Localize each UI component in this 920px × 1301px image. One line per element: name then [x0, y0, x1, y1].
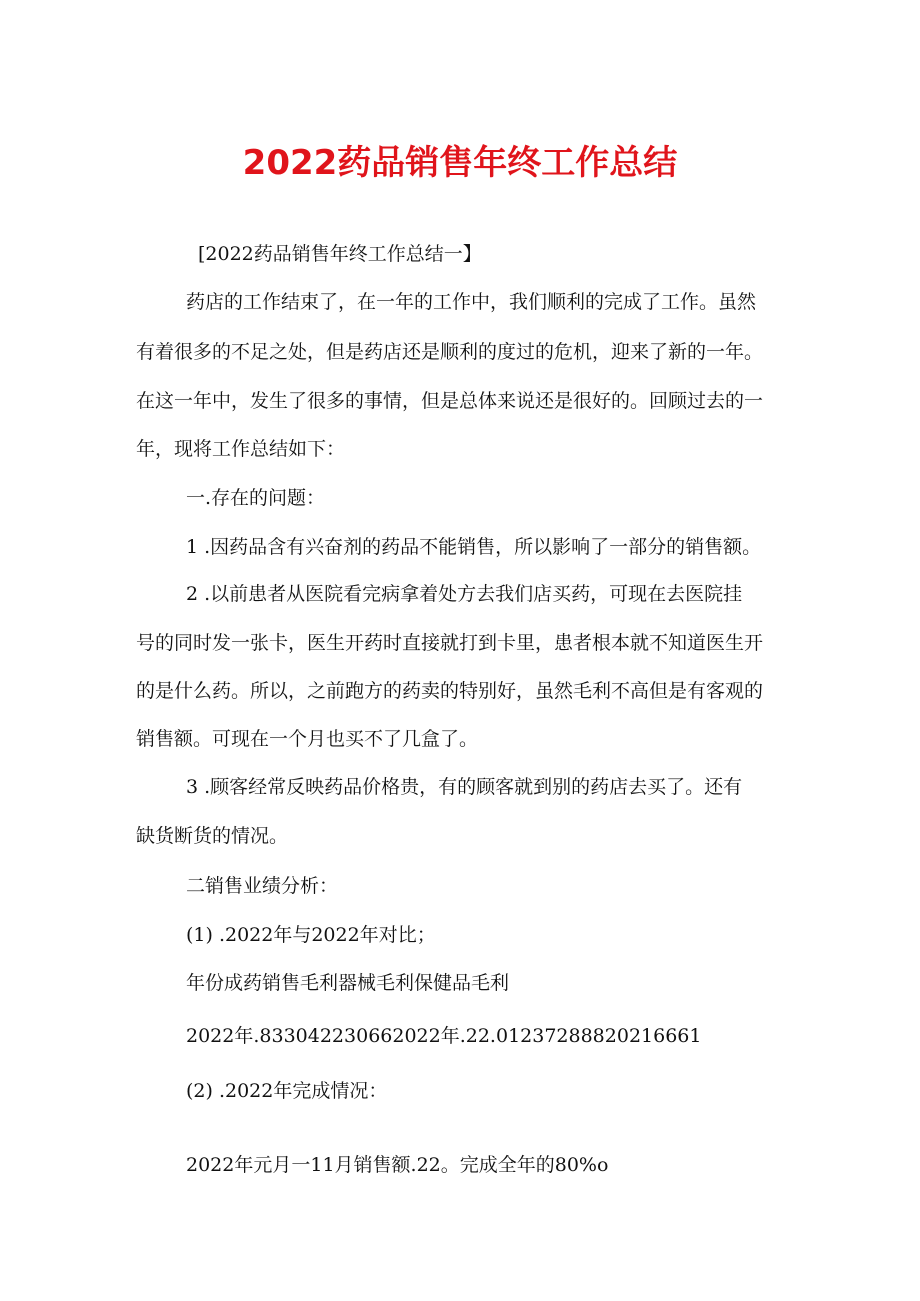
paragraph-line: 的是什么药。所以，之前跑方的药卖的特别好，虽然毛利不高但是有客观的 [136, 680, 764, 702]
paragraph-line: 年，现将工作总结如下： [136, 438, 346, 460]
paragraph-line: 号的同时发一张卡，医生开药时直接就打到卡里，患者根本就不知道医生开 [136, 632, 764, 654]
paragraph-line: 缺货断货的情况。 [136, 825, 289, 847]
table-header-text: 年份成药销售毛利器械毛利保健品毛利 [186, 972, 510, 994]
sub-item: (1) .2022年与2022年对比； [186, 924, 436, 946]
list-item: 2 .以前患者从医院看完病拿着处方去我们店买药，可现在去医院挂 [186, 583, 743, 605]
sub-item: (2) .2022年完成情况： [186, 1080, 388, 1102]
paragraph-line: 销售额。可现在一个月也买不了几盒了。 [136, 728, 479, 750]
paragraph-line: 在这一年中，发生了很多的事情，但是总体来说还是很好的。回顾过去的一 [136, 390, 764, 412]
list-item: 3 .顾客经常反映药品价格贵，有的顾客就到别的药店去买了。还有 [186, 776, 743, 798]
list-heading: 一.存在的问题： [186, 487, 326, 509]
paragraph-line: 有着很多的不足之处，但是药店还是顺利的度过的危机，迎来了新的一年。 [136, 341, 764, 363]
table-row-text: 2022年.833042230662022年.22.01237288820216661 [186, 1025, 702, 1047]
paragraph-line: 2022年元月一11月销售额.22。完成全年的80%o [186, 1154, 609, 1176]
section-heading-1: [2022药品销售年终工作总结一】 [198, 243, 482, 265]
list-item: 1 .因药品含有兴奋剂的药品不能销售，所以影响了一部分的销售额。 [186, 536, 762, 558]
document-title: 2022药品销售年终工作总结 [242, 143, 678, 183]
paragraph-line: 药店的工作结束了，在一年的工作中，我们顺利的完成了工作。虽然 [186, 291, 757, 313]
list-heading: 二销售业绩分析： [186, 875, 339, 897]
